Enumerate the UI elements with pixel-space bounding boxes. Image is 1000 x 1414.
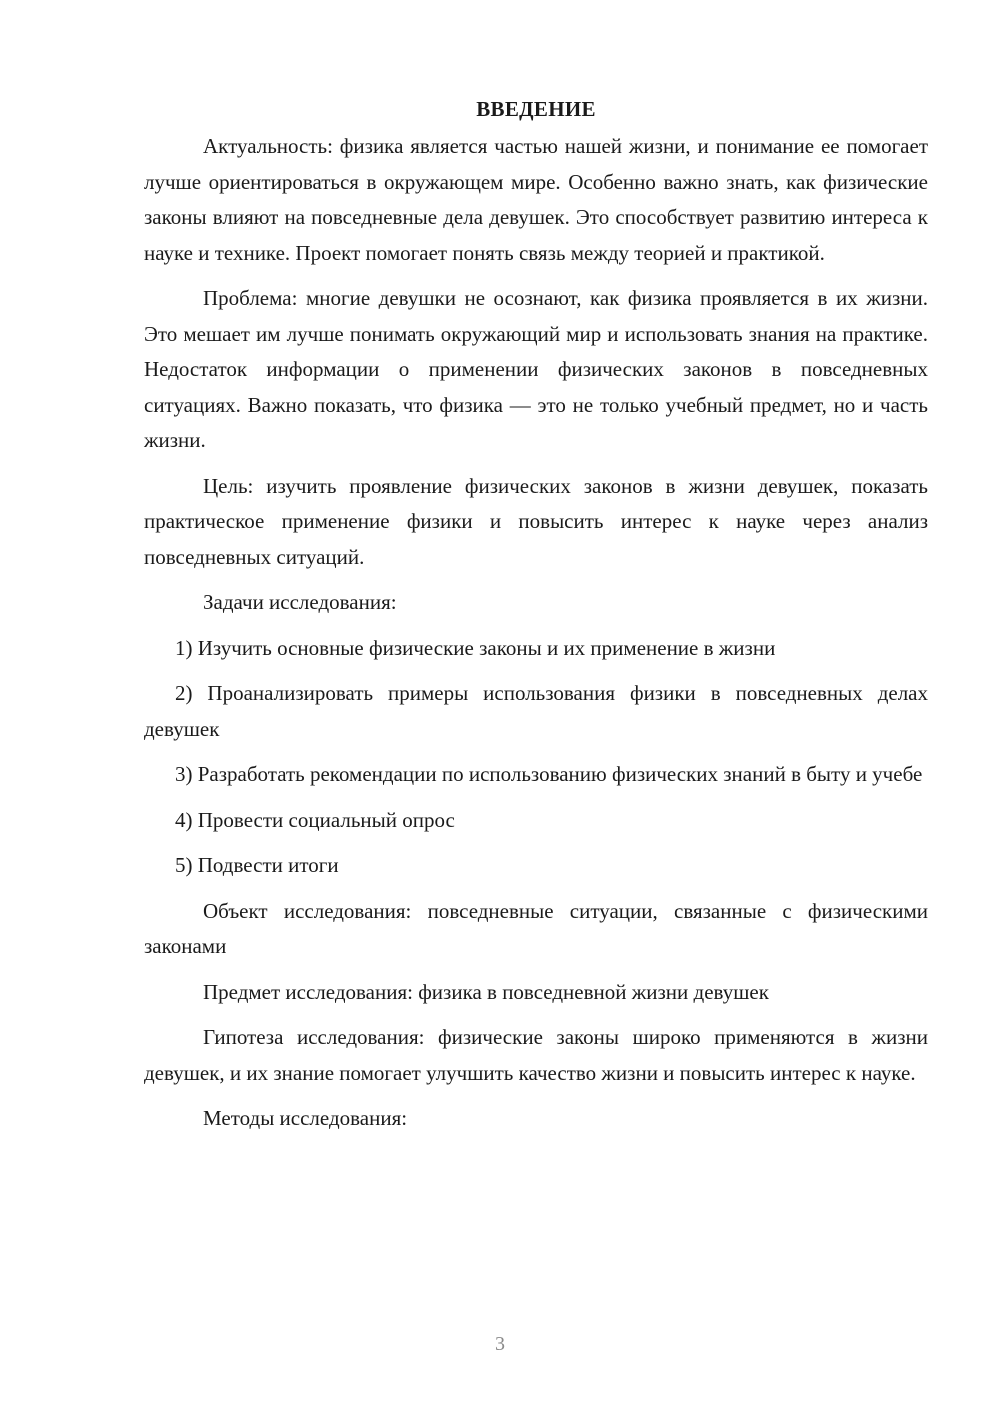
paragraph-goal: Цель: изучить проявление физических законов в жизни девушек, показать практическое применение физики и повысить интерес к науке через анализ повседневных ситуаций. xyxy=(144,473,928,569)
paragraph-hypothesis: Гипотеза исследования: физические законы широко применяются в жизни девушек, и их знание помогает улучшить качество жизни и повысить интерес к науке. xyxy=(144,1025,928,1085)
page-number: 3 xyxy=(495,1333,505,1355)
document-page xyxy=(144,92,928,1147)
paragraph-methods: Методы исследования: xyxy=(203,1106,408,1130)
task-item-1: 1) Изучить основные физические законы и их применение в жизни xyxy=(175,635,776,660)
paragraph-tasks-heading: Задачи исследования: xyxy=(203,590,397,614)
task-item-2: 2) Проанализировать примеры использования физики в повседневных делах девушек xyxy=(144,681,928,741)
paragraph-relevance: Актуальность: физика является частью нашей жизни, и понимание ее помогает лучше ориентироваться в окружающем мире. Особенно важно знать, как физические законы влияют на повседневные дела девушек. Это способствует развитию интереса к науке и технике. Проект помогает понять связь между теорией и практикой. xyxy=(144,134,928,265)
section-title: ВВЕДЕНИЕ xyxy=(476,97,596,121)
task-item-4: 4) Провести социальный опрос xyxy=(175,807,455,832)
paragraph-object: Объект исследования: повседневные ситуации, связанные с физическими законами xyxy=(144,898,928,958)
paragraph-subject: Предмет исследования: физика в повседневной жизни девушек xyxy=(203,979,769,1004)
paragraph-problem: Проблема: многие девушки не осознают, как физика проявляется в их жизни. Это мешает им лучше понимать окружающий мир и использовать знания на практике. Недостаток информации о применении физических законов в повседневных ситуациях. Важно показать, что физика — это не только учебный предмет, но и часть жизни. xyxy=(144,286,928,452)
task-item-5: 5) Подвести итоги xyxy=(175,853,339,877)
task-item-3: 3) Разработать рекомендации по использованию физических знаний в быту и учебе xyxy=(175,762,923,786)
